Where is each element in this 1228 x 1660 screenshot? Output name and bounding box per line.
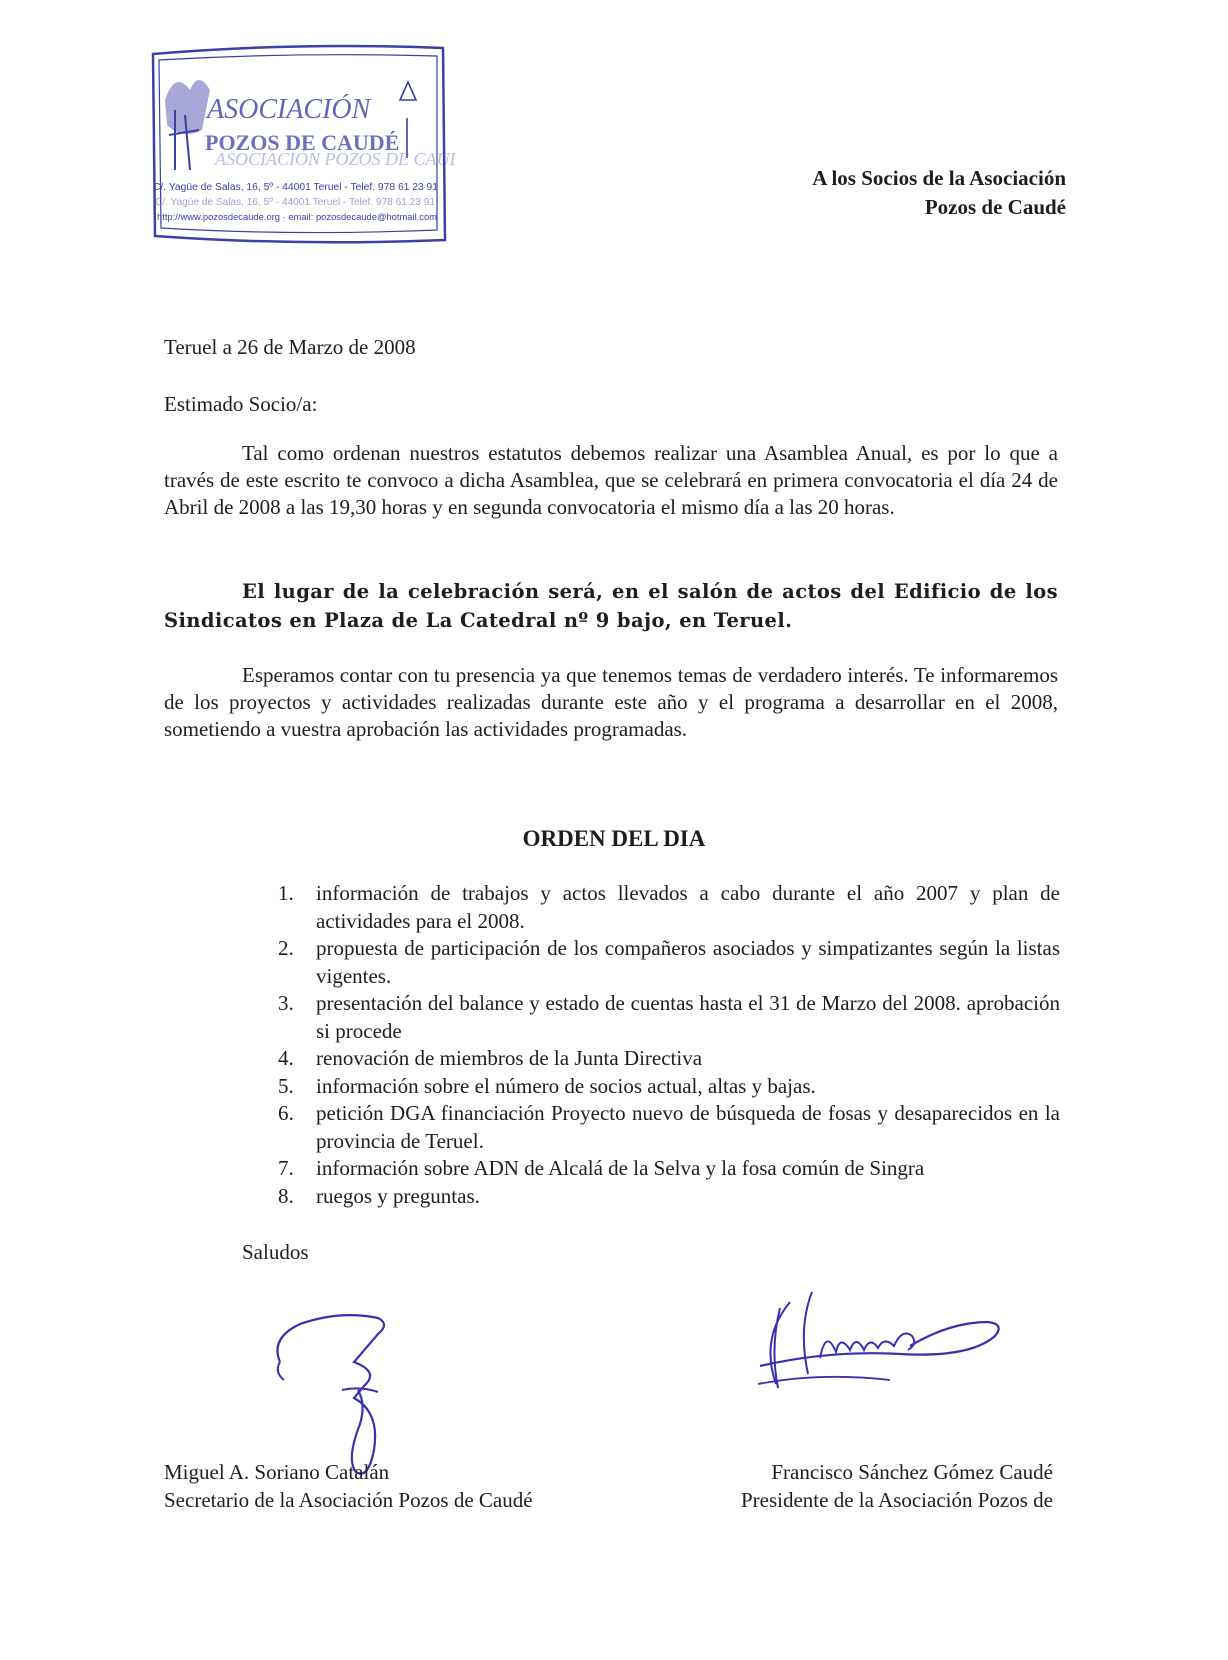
closing-salutation: Saludos: [242, 1240, 309, 1264]
addressee-line-1: A los Socios de la Asociación: [812, 166, 1066, 190]
stamp-line-1: ASOCIACIÓN: [207, 94, 371, 125]
agenda-list: [274, 880, 1060, 1210]
secretary-role: Secretario de la Asociación Pozos de Caudé: [164, 1488, 533, 1512]
greeting: Estimado Socio/a:: [164, 392, 318, 416]
agenda-item-number: 1.: [278, 881, 294, 905]
addressee-line-2: Pozos de Caudé: [924, 195, 1066, 219]
agenda-item: [274, 1045, 1060, 1073]
svg-text:C/. Yagüe de Salas, 16, 5º - 4: C/. Yagüe de Salas, 16, 5º - 44001 Teruel - Telef. 978 61 23 91: [155, 197, 436, 208]
agenda-item-number: 7.: [278, 1156, 294, 1180]
agenda-item-text: información sobre ADN de Alcalá de la Selva y la fosa común de Singra: [316, 1156, 925, 1180]
agenda-item-text: ruegos y preguntas.: [316, 1183, 480, 1208]
agenda-item: [274, 880, 1060, 935]
president-role: Presidente de la Asociación Pozos de: [740, 1488, 1053, 1512]
stamp-line-2: POZOS DE CAUDÉ: [205, 130, 400, 155]
stamp-web: http://www.pozosdecaude.org · email: pozosdecaude@hotmail.com: [157, 212, 437, 222]
agenda-item-text: propuesta de participación de los compañeros asociados y simpatizantes según la listas vigentes.: [316, 936, 1060, 988]
paragraph-location: El lugar de la celebración será, en el salón de actos del Edificio de los Sindicatos en Plaza de La Catedral nº 9 bajo, en Teruel.: [164, 580, 1058, 632]
paragraph-convocation: Tal como ordenan nuestros estatutos debemos realizar una Asamblea Anual, es por lo que a través de este escrito te convoco a dicha Asamblea, que se celebrará en primera convocatoria el día 24 de Abril de 2008 a las 19,30 horas y en segunda convocatoria el mismo día a las 20 horas.: [164, 441, 1058, 519]
paragraph-presence: Esperamos contar con tu presencia ya que tenemos temas de verdadero interés. Te informaremos de los proyectos y actividades realizadas durante este año y el programa a desarrollar en el 2008, sometiendo a vuestra aprobación las actividades programadas.: [164, 663, 1058, 741]
secretary-signature-block: [164, 1458, 533, 1514]
agenda-item-text: renovación de miembros de la Junta Directiva: [316, 1046, 703, 1070]
agenda-item: [274, 1100, 1060, 1155]
agenda-item-number: 3.: [278, 991, 294, 1015]
signature-scribble: [750, 1288, 1015, 1403]
agenda-item: [274, 1073, 1060, 1101]
agenda-item: [274, 1155, 1060, 1183]
agenda-item-number: 8.: [278, 1183, 294, 1208]
agenda-item-number: 5.: [278, 1073, 294, 1098]
association-stamp: [145, 40, 455, 250]
president-signature-block: [741, 1458, 1053, 1514]
president-signature: [750, 1288, 1015, 1403]
agenda-item-text: petición DGA financiación Proyecto nuevo de búsqueda de fosas y desaparecidos en la provincia de Teruel.: [316, 1101, 1060, 1153]
agenda-item: [274, 990, 1060, 1045]
agenda-item-number: 4.: [278, 1046, 294, 1070]
agenda-item-number: 2.: [278, 936, 294, 960]
agenda-title: ORDEN DEL DIA: [522, 826, 706, 851]
agenda-item-text: presentación del balance y estado de cuentas hasta el 31 de Marzo del 2008. aprobación si procede: [316, 991, 1060, 1043]
agenda-item-number: 6.: [278, 1101, 294, 1125]
agenda-item: [274, 1183, 1060, 1211]
agenda-item-text: información de trabajos y actos llevados a cabo durante el año 2007 y plan de actividades para el 2008.: [316, 881, 1060, 933]
agenda-item: [274, 935, 1060, 990]
addressee-block: [812, 164, 1066, 222]
agenda-item-text: información sobre el número de socios actual, altas y bajas.: [316, 1073, 816, 1098]
president-name: Francisco Sánchez Gómez Caudé: [771, 1460, 1053, 1484]
letter-date: Teruel a 26 de Marzo de 2008: [164, 335, 416, 359]
secretary-name: Miguel A. Soriano Catalán: [164, 1460, 390, 1484]
stamp-address: C/. Yagüe de Salas, 16, 5º - 44001 Teruel - Telef. 978 61 23 91: [153, 182, 439, 193]
stamp-graphic: [145, 40, 455, 250]
svg-text:ASOCIACIÓN POZOS DE CAUDÉ: ASOCIACIÓN POZOS DE CAUDÉ: [215, 149, 455, 169]
